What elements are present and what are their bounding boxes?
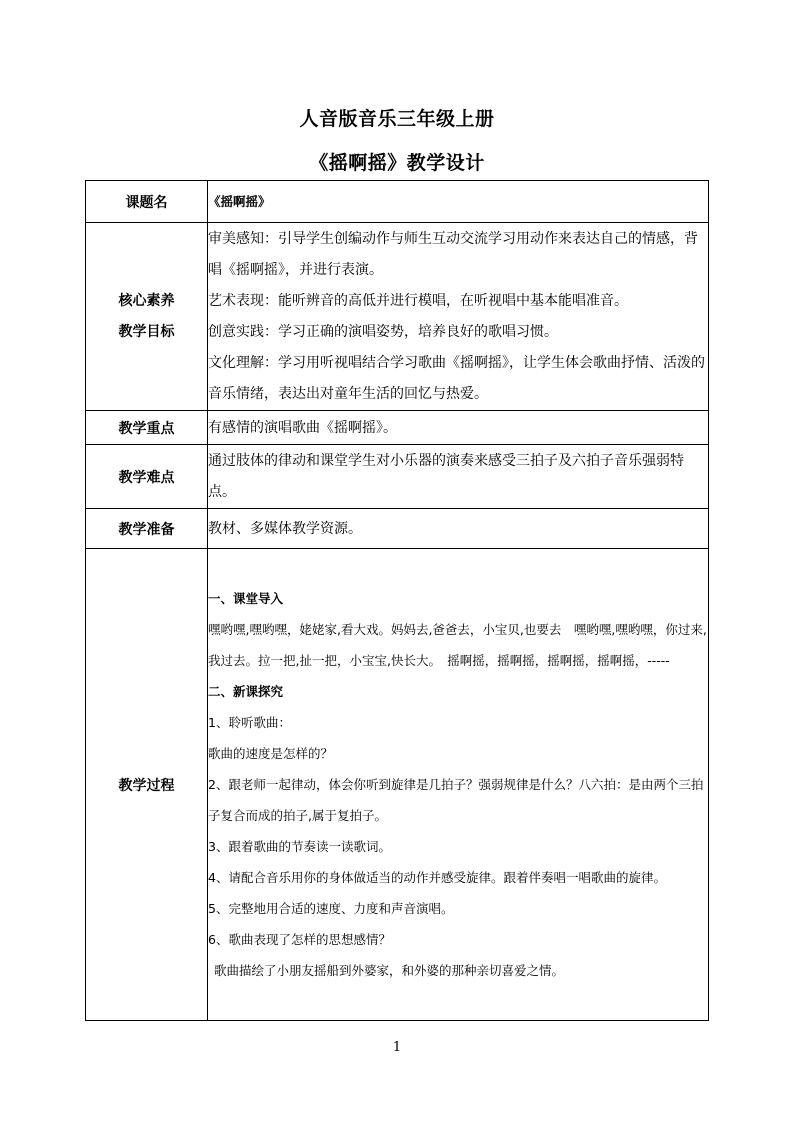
section-explore-heading: 二、新课探究 <box>208 684 284 699</box>
table-row <box>86 181 709 223</box>
key-value: 有感情的演唱歌曲《摇啊摇》。 <box>208 411 709 445</box>
table-row <box>86 223 709 411</box>
topic-value <box>208 181 709 223</box>
step-item: 3、跟着歌曲的节奏读一读歌词。 <box>208 839 391 854</box>
goals-label <box>86 223 208 411</box>
topic-label: 课题名 <box>86 181 208 223</box>
intro-rhyme: 嘿哟嘿,嘿哟嘿，姥姥家,看大戏。妈妈去,爸爸去，小宝贝,也要去 嘿哟嘿,嘿哟嘿，你过来,我过去。拉一把,扯一把，小宝宝,快长大。 摇啊摇，摇啊摇，摇啊摇，摇啊摇，----- <box>208 622 707 668</box>
table-row <box>86 549 709 1021</box>
goal-practice: 创意实践：学习正确的演唱姿势，培养良好的歌唱习惯。 <box>208 323 558 340</box>
prep-label: 教学准备 <box>86 509 208 549</box>
goals-label-line1: 核心素养 <box>118 292 175 309</box>
page-number: 1 <box>392 1040 402 1055</box>
table-row <box>86 445 709 509</box>
process-label: 教学过程 <box>86 549 208 1021</box>
step-item: 歌曲的速度是怎样的？ <box>208 746 334 761</box>
topic-value-text: 《摇啊摇》 <box>208 193 271 209</box>
step-item: 5、完整地用合适的速度、力度和声音演唱。 <box>208 901 454 916</box>
goals-content <box>208 223 709 411</box>
prep-value: 教材、多媒体教学资源。 <box>208 509 709 549</box>
table-row <box>86 411 709 445</box>
goal-culture: 文化理解：学习用听视唱结合学习歌曲《摇啊摇》，让学生体会歌曲抒情、活泼的音乐情绪，表达出对童年生活的回忆与热爱。 <box>208 354 705 402</box>
difficulty-value: 通过肢体的律动和课堂学生对小乐器的演奏来感受三拍子及六拍子音乐强弱特点。 <box>208 445 709 509</box>
step-item: 4、请配合音乐用你的身体做适当的动作并感受旋律。跟着伴奏唱一唱歌曲的旋律。 <box>208 870 666 885</box>
step-item: 1、聆听歌曲： <box>208 715 291 730</box>
key-label: 教学重点 <box>86 411 208 445</box>
goal-aesthetic: 审美感知：引导学生创编动作与师生互动交流学习用动作来表达自己的情感，背唱《摇啊摇》，并进行表演。 <box>208 230 698 278</box>
process-content <box>208 549 709 1021</box>
goals-label-line2: 教学目标 <box>118 323 175 340</box>
document-subtitle: 《摇啊摇》教学设计 <box>309 152 485 174</box>
section-intro-heading: 一、课堂导入 <box>208 591 284 606</box>
step-item: 2、跟老师一起律动，体会你听到旋律是几拍子？强弱规律是什么？八六拍：是由两个三拍子复合而成的拍子,属于复拍子。 <box>208 777 704 823</box>
step-item: 歌曲描绘了小朋友摇船到外婆家，和外婆的那种亲切喜爱之情。 <box>214 963 565 978</box>
goal-expression: 艺术表现：能听辨音的高低并进行模唱，在听视唱中基本能唱准音。 <box>208 292 628 309</box>
table-row <box>86 509 709 549</box>
difficulty-label: 教学难点 <box>86 445 208 509</box>
lesson-plan-table <box>85 180 709 1021</box>
document-title: 人音版音乐三年级上册 <box>299 108 495 130</box>
step-item: 6、歌曲表现了怎样的思想感情？ <box>208 932 391 947</box>
